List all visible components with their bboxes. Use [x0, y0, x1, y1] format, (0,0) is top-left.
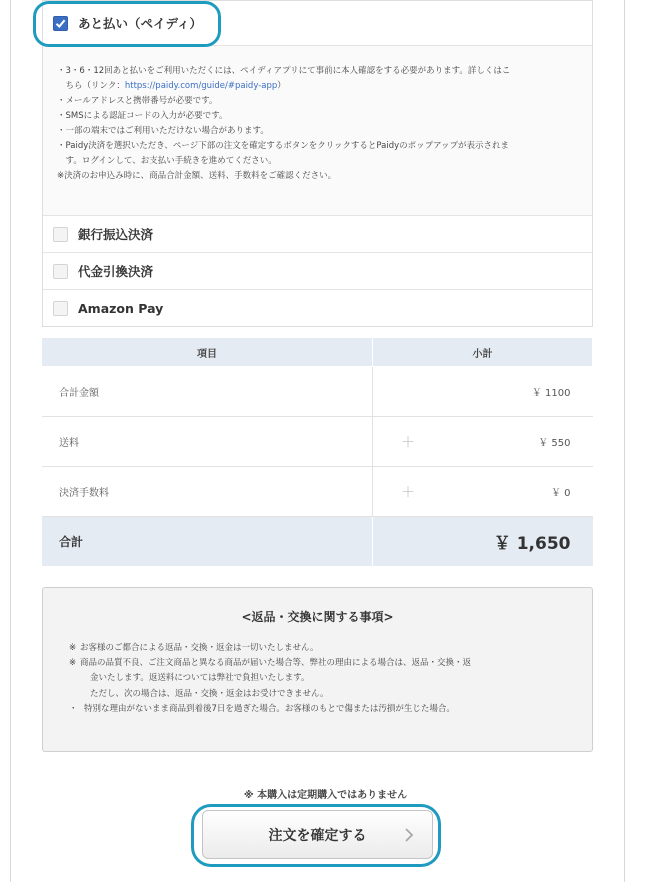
table-row: [42, 367, 593, 417]
paidy-guide-link[interactable]: https://paidy.com/guide/#paidy-app: [124, 81, 278, 91]
total-row: [42, 517, 593, 567]
note-line: ・3・6・12回あと払いをご利用いただくには、ペイディアプリにて事前に本人確認をする必要があります。詳しくはこ: [57, 66, 511, 76]
plus-icon: ＋: [401, 434, 415, 451]
confirm-order-label: 注文を確定する: [268, 827, 367, 844]
returns-list: [69, 641, 592, 717]
paidy-notes: [43, 46, 592, 215]
checkbox-amazon-pay[interactable]: [53, 301, 68, 316]
chevron-right-icon: [404, 827, 414, 843]
list-item: ・ 特別な理由がないまま商品到着後7日を過ぎた場合。お客様のもとで傷または汚損が生じた場合。: [69, 703, 455, 714]
checkbox-bank-transfer[interactable]: [53, 227, 68, 242]
payment-option-bank-transfer[interactable]: [43, 215, 592, 252]
checkbox-cod[interactable]: [53, 264, 68, 279]
plus-icon: ＋: [401, 484, 415, 501]
payment-option-label: Amazon Pay: [78, 300, 164, 316]
table-row: [42, 467, 593, 517]
list-item: ※ お客様のご都合による返品・交換・返金は一切いたしません。: [69, 643, 319, 653]
returns-policy-box: [42, 587, 593, 752]
header-subtotal: 小計: [373, 338, 593, 367]
row-label: 決済手数料: [42, 467, 373, 517]
note-line: ・一部の端末ではご利用いただけない場合があります。: [57, 126, 269, 136]
checkmark-icon: [55, 18, 66, 29]
row-label: 送料: [42, 417, 373, 467]
note-line: ※決済のお申込み時に、商品合計金額、送料、手数料をご確認ください。: [57, 171, 337, 181]
row-value: ￥ 1100: [373, 367, 593, 417]
header-item: 項目: [42, 338, 373, 367]
payment-option-label: あと払い（ペイディ）: [78, 16, 203, 31]
row-value: ＋ ￥ 550: [373, 417, 593, 467]
row-value: ＋ ￥ 0: [373, 467, 593, 517]
payment-method-box: [42, 0, 593, 327]
non-subscription-note: ※ 本購入は定期購入ではありません: [243, 790, 408, 801]
payment-option-paidy[interactable]: [43, 1, 592, 46]
note-line: ・Paidy決済を選択いただき、ページ下部の注文を確定するボタンをクリックするとPaidyのポップアップが表示されま: [57, 141, 510, 151]
confirm-order-button[interactable]: [202, 810, 433, 859]
payment-option-label: 銀行振込決済: [78, 227, 154, 242]
order-summary-table: [42, 337, 593, 566]
note-line: ・SMSによる認証コードの入力が必要です。: [57, 111, 228, 121]
table-header-row: [42, 338, 593, 367]
note-line: ・メールアドレスと携帯番号が必要です。: [57, 96, 218, 106]
returns-title: <返品・交換に関する事項>: [241, 610, 394, 624]
total-label: 合計: [42, 517, 373, 567]
checkbox-paidy[interactable]: [53, 16, 68, 31]
row-label: 合計金額: [42, 367, 373, 417]
table-row: [42, 417, 593, 467]
payment-option-cod[interactable]: [43, 252, 592, 289]
payment-option-amazon-pay[interactable]: [43, 289, 592, 326]
payment-option-label: 代金引換決済: [78, 264, 154, 279]
note-line: ちら（リンク：https://paidy.com/guide/#paidy-app）: [57, 81, 286, 91]
total-value: ￥ 1,650: [373, 517, 593, 567]
note-line: す。ログインして、お支払い手続きを進めてください。: [57, 156, 277, 166]
list-item: ※ 商品の品質不良、ご注文商品と異なる商品が届いた場合等、弊社の理由による場合は、返品・交換・返 金いたします。返送料については弊社で負担いたします。 ただし、次の場合は、返品・交換・返金はお受けできません。: [69, 658, 472, 699]
